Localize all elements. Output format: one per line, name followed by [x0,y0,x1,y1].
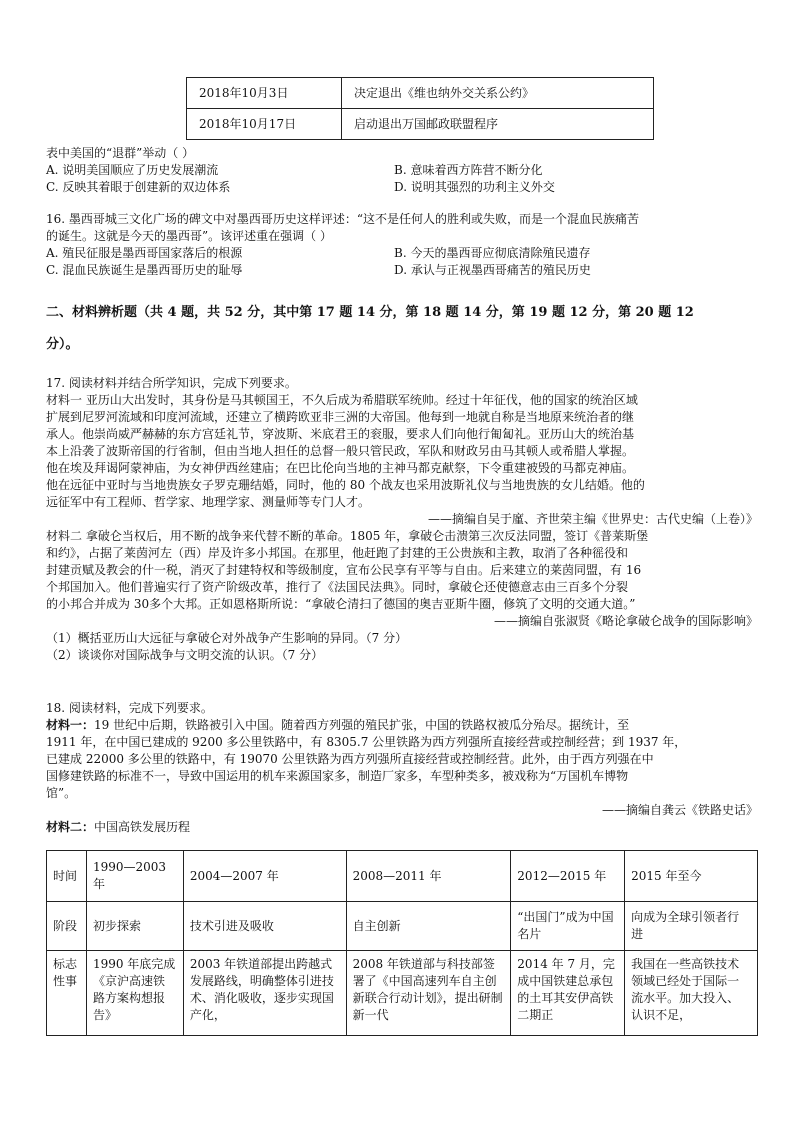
question-16 [46,211,758,279]
text-line: 馆”。 [46,786,77,800]
table-cell: 初步探索 [86,902,183,951]
text-line: 19 世纪中后期，铁路被引入中国。随着西方列强的殖民扩张，中国的铁路权被瓜分殆尽。据统计，至 [94,718,630,732]
table-cell: 2003 年铁道部提出跨越式发展路线，明确整体引进技术、消化吸收，逐步实现国产化， [183,951,346,1036]
option-row [46,179,758,196]
text-line: 扩展到尼罗河流域和印度河流域，还建立了横跨欧亚非三洲的大帝国。他每到一地就自称是当地原来统治者的继 [46,410,635,424]
withdrawal-table [186,77,654,140]
table-cell: 2014 年 7 月，完成中国铁建总承包的土耳其安伊高铁二期正 [511,951,625,1036]
table-cell-date: 2018年10月3日 [187,78,342,109]
row-header: 阶段 [47,902,87,951]
row-header: 标志性事 [47,951,87,1036]
text-line: 已建成 22000 多公里的铁路中，有 19070 公里铁路为西方列强所直接经营或控制经营。此外，由于西方列强在中 [46,752,654,766]
section-heading [46,297,758,361]
option-row [46,262,758,279]
material-two [46,819,758,836]
option-b: B. 意味着西方阵营不断分化 [394,163,543,177]
material-one [46,717,758,802]
text-line: 本上沿袭了波斯帝国的行省制，但由当地人担任的总督一般只管民政，军队和财政另由马其顿人或希腊人掌握。 [46,444,635,458]
exam-page [46,0,758,1123]
question-stem: 表中美国的“退群”举动（ ） [46,146,195,160]
section-heading-line: 二、材料辨析题（共 4 题，共 52 分，其中第 17 题 14 分，第 18 题 14 分，第 19 题 12 分，第 20 题 12 [46,305,694,320]
material-title: 中国高铁发展历程 [94,820,191,834]
table-row [187,78,654,109]
text-line: 他在远征中亚时与当地贵族女子罗克珊结婚，同时，他的 80 个战友也采用波斯礼仪与当地贵族的女儿结婚。他的 [46,478,645,492]
option-row [46,162,758,179]
material-two [46,528,758,613]
text-line [46,717,758,734]
option-b: B. 今天的墨西哥应彻底清除殖民遗存 [394,246,591,260]
question-15 [46,145,758,196]
table-cell: 1990—2003年 [86,851,183,902]
text-line: 材料一 亚历山大出发时，其身份是马其顿国王，不久后成为希腊联军统帅。经过十年征伐，他的国家的统治区域 [46,393,638,407]
table-cell-date: 2018年10月17日 [187,109,342,140]
question-18 [46,700,758,836]
table-row [47,951,758,1036]
table-row [47,902,758,951]
option-d: D. 说明其强烈的功利主义外交 [394,180,555,194]
question-17 [46,375,758,664]
option-row [46,245,758,262]
table-cell: 1990 年底完成《京沪高速铁路方案构想报告》 [86,951,183,1036]
option-a: A. 殖民征服是墨西哥国家落后的根源 [46,246,243,260]
question-stem: 的诞生。这就是今天的墨西哥”。该评述重在强调（ ） [46,229,332,243]
option-a: A. 说明美国顺应了历史发展潮流 [46,163,219,177]
text-line: 封建贡赋及教会的什一税，消灭了封建特权和等级制度，宣布公民享有平等与自由。后来建立的莱茵同盟，有 16 [46,563,642,577]
row-header: 时间 [47,851,87,902]
table-cell: 2008 年铁道部与科技部签署了《中国高速列车自主创新联合行动计划》，提出研制新一代 [346,951,511,1036]
source-citation: ——摘编自吴于廑、齐世荣主编《世界史：古代史编（上卷）》 [427,512,758,526]
question-intro: 17. 阅读材料并结合所学知识，完成下列要求。 [46,376,297,390]
table-cell: 2008—2011 年 [346,851,511,902]
option-c: C. 反映其着眼于创建新的双边体系 [46,180,231,194]
table-cell-event: 决定退出《维也纳外交关系公约》 [342,78,654,109]
requirement: （2）谈谈你对国际战争与文明交流的认识。（7 分） [46,648,324,662]
table-cell: 自主创新 [346,902,511,951]
text-line: 材料二 拿破仑当权后，用不断的战争来代替不断的革命。1805 年，拿破仑击溃第三次反法同盟，签订《普莱斯堡 [46,529,649,543]
table-cell: 2012—2015 年 [511,851,625,902]
option-d: D. 承认与正视墨西哥痛苦的殖民历史 [394,263,591,277]
text-line: 承人。他崇尚威严赫赫的东方宫廷礼节，穿波斯、米底君王的衮服，要求人们向他行匍匐礼。亚历山大的统治基 [46,427,635,441]
source-citation: ——摘编自张淑贤《略论拿破仑战争的国际影响》 [493,614,758,628]
text-line: 个邦国加入。他们普遍实行了资产阶级改革，推行了《法国民法典》。同时，拿破仑还使德意志由三百多个分裂 [46,580,629,594]
question-intro: 18. 阅读材料，完成下列要求。 [46,701,213,715]
table-cell: 2004—2007 年 [183,851,346,902]
table-row [187,109,654,140]
section-heading-line: 分）。 [46,337,79,352]
question-stem: 16. 墨西哥城三文化广场的碑文中对墨西哥历史这样评述：“这不是任何人的胜利或失败，而是一个混血民族痛苦 [46,212,640,226]
table-cell-event: 启动退出万国邮政联盟程序 [342,109,654,140]
table-cell: “出国门”成为中国名片 [511,902,625,951]
text-line: 国修建铁路的标准不一，导致中国运用的机车来源国家多，制造厂家多，车型种类多，被戏称为“万国机车博物 [46,769,629,783]
source-citation: ——摘编自龚云《铁路史话》 [601,803,758,817]
text-line: 1911 年，在中国已建成的 9200 多公里铁路中，有 8305.7 公里铁路为西方列强所直接经营或控制经营；到 1937 年， [46,735,687,749]
material-label: 材料二： [46,820,95,834]
material-one [46,392,758,511]
table-cell: 2015 年至今 [625,851,758,902]
text-line: 他在埃及拜谒阿蒙神庙，为女神伊西丝建庙；在巴比伦向当地的主神马都克献祭，下令重建被毁的马都克神庙。 [46,461,635,475]
text-line: 远征军中有工程师、哲学家、地理学家、测量师等专门人才。 [46,495,371,509]
text-line: 的小邦合并成为 30多个大邦。正如恩格斯所说：“拿破仑清扫了德国的奥吉亚斯牛圈，修筑了文明的交通大道。” [46,597,636,611]
table-cell: 技术引进及吸收 [183,902,346,951]
option-c: C. 混血民族诞生是墨西哥历史的耻辱 [46,263,243,277]
table-row [47,851,758,902]
text-line: 和约》，占据了莱茵河左（西）岸及许多小邦国。在那里，他赶跑了封建的王公贵族和主教，取消了各种徭役和 [46,546,629,560]
table-cell: 我国在一些高铁技术领域已经处于国际一流水平。加大投入、认识不足， [625,951,758,1036]
table-cell: 向成为全球引领者行进 [625,902,758,951]
requirement: （1）概括亚历山大远征与拿破仑对外战争产生影响的异同。（7 分） [46,631,408,645]
rail-development-table [46,850,758,1036]
material-label: 材料一： [46,718,95,732]
